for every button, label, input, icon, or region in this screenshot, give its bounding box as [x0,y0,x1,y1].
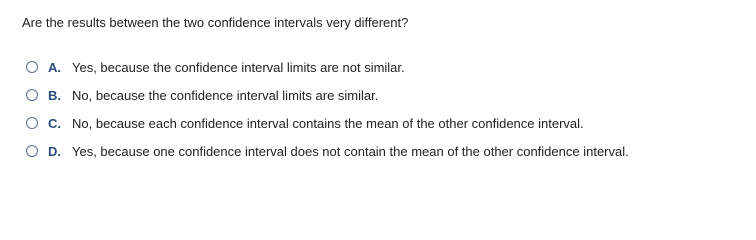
option-c[interactable] [26,113,629,133]
option-text-b: No, because the confidence interval limits are similar. [72,87,379,103]
radio-button-d[interactable] [26,145,38,157]
radio-button-c[interactable] [26,117,38,129]
option-text-d: Yes, because one confidence interval does not contain the mean of the other confidence interval. [72,143,629,159]
option-letter-a: A. [48,59,61,75]
answer-options [26,57,629,169]
option-text-a: Yes, because the confidence interval limits are not similar. [72,59,405,75]
option-letter-c: C. [48,115,61,131]
option-text-c: No, because each confidence interval contains the mean of the other confidence interval. [72,115,584,131]
option-letter-d: D. [48,143,61,159]
option-b[interactable] [26,85,629,105]
option-a[interactable] [26,57,629,77]
radio-button-a[interactable] [26,61,38,73]
option-letter-b: B. [48,87,61,103]
radio-button-b[interactable] [26,89,38,101]
question-text: Are the results between the two confidence intervals very different? [22,15,409,30]
option-d[interactable] [26,141,629,161]
